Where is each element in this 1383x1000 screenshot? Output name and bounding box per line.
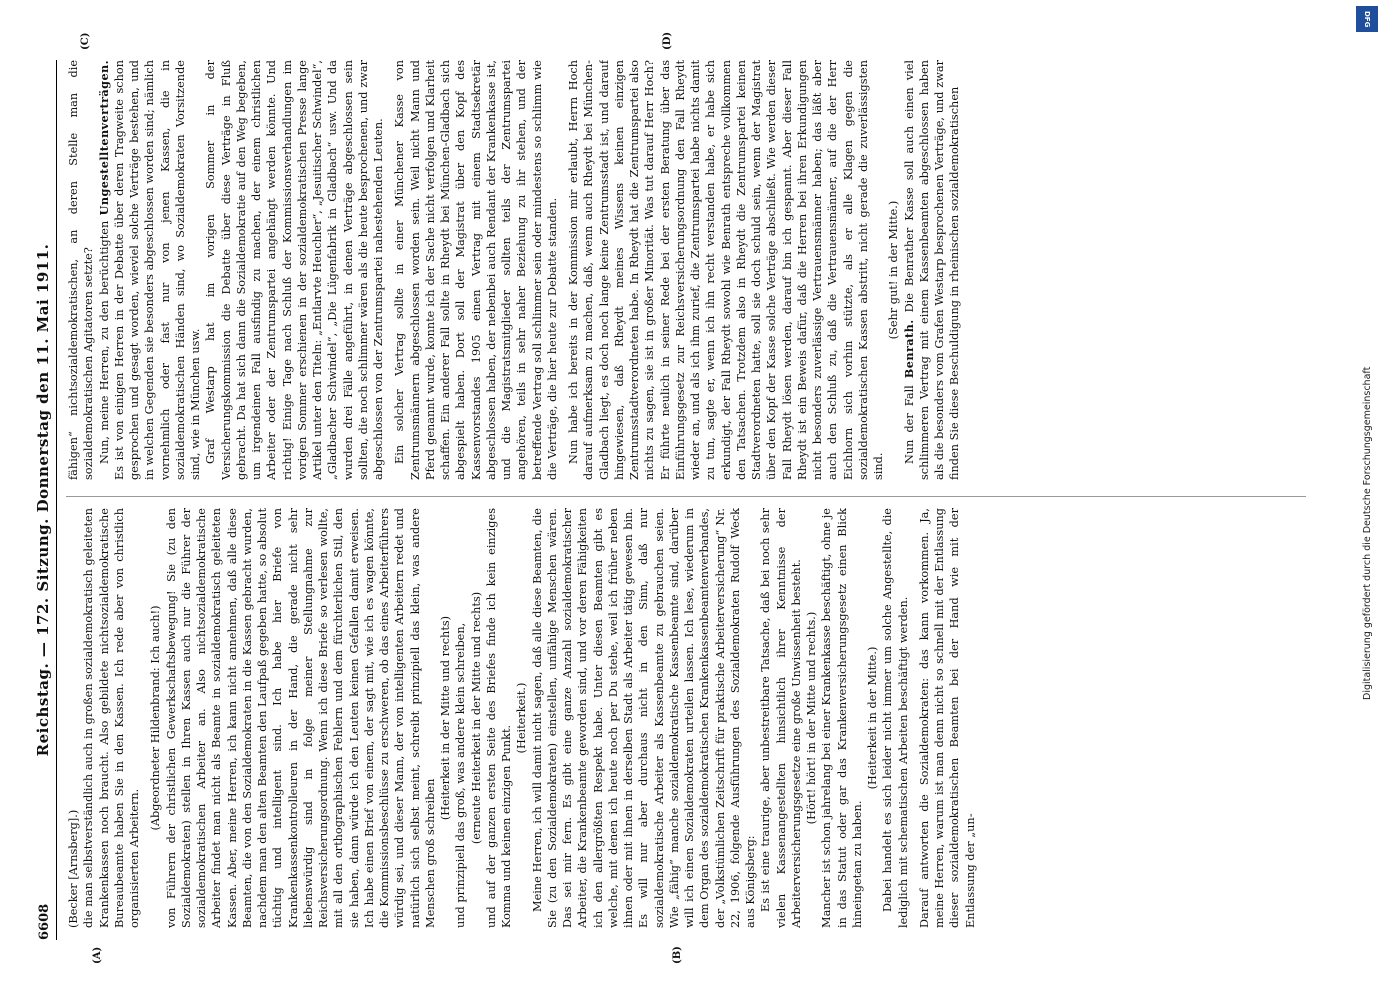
digitization-credit: Digitalisierung gefördert durch die Deutsche Forschungsgemeinschaft: [1362, 366, 1373, 700]
column-divider: [66, 496, 1306, 497]
dfg-logo: DFG: [1356, 6, 1378, 32]
paragraph: Meine Herren, ich will damit nicht sagen, daß alle diese Beamten, die Sie (zu den Sozialdemokraten) einstellen, unfähige Menschen wären. Das sei mir fern. Es gibt eine ganze Anzahl sozialdemokratischer Arbeiter, die Krankenbeamte geworden sind, und vor deren Fähigkeiten ich den allergrößten Respekt habe. Unter diesen Beamten gibt es welche, mit denen ich heute noch per Du stehe, weil ich früher neben ihnen oder mit ihnen in derselben Stadt als Arbeiter tätig gewesen bin. Es will nur aber durchaus nicht in den Sinn, daß nur sozialdemokratische Arbeiter als Kassenbeamte zu gebrauchen seien. Wie „fähig“ manche sozialdemokratische Kassenbeamte sind, darüber will ich einen Sozialdemokraten urteilen lassen. Ich lese, wiederum in dem Organ des sozialdemokratischen Krankenkassenbeamtenverbandes, der „Volkstümlichen Zeitschrift für praktische Arbeiterversicherung“ Nr. 22, 1906, folgende Ausführungen des Sozialdemokraten Rudolf Weck aus Königsberg:: [530, 508, 757, 928]
left-column: [66, 508, 1306, 928]
emphasized-term: Ungestelltenverträgen.: [96, 60, 111, 216]
page-header: [30, 60, 57, 940]
interjection: (Heiterkeit in der Mitte.): [866, 646, 879, 790]
text-run: Nun der Fall: [902, 378, 916, 464]
margin-mark-b: (B): [672, 946, 683, 964]
page-number: 6608: [37, 903, 52, 940]
text-run: Nun, meine Herren, zu den berüchtigten: [97, 215, 111, 464]
paragraph: Graf Westarp hat im vorigen Sommer in der Versicherungskommission die Debatte über diese Verträge in Fluß gebracht. Da hat sich dann die Sozialdemokratie auf den Weg begeben, um irgendeinen Fall ausfindig zu machen, der einem christlichen Arbeiter oder der Zentrumspartei angehängt werden könnte. Und richtig! Einige Tage nach Schluß der Kommissionsverhandlungen im vorigen Sommer erschienen in der sozialdemokratischen Presse lange Artikel unter den Titeln: „Entlarvte Heuchler“, „Jesuitischer Schwindel“, „Gladbacher Schwindel“, „Die Lügenfabrik in Gladbach“ usw. Und da wurden drei Fälle angeführt, in denen Verträge abgeschlossen sein sollten, die noch schlimmer wären als die heute besprochenen, und zwar abgeschlossen von der Zentrumspartei nahestehenden Leuten.: [204, 60, 385, 480]
running-head: Reichstag. — 172. Sitzung. Donnerstag den 11. Mai 1911.: [34, 243, 52, 757]
paragraph: von Führern der christlichen Gewerkschaftsbewegung! Sie (zu den Sozialdemokraten) stellen in Ihren Kassen auch nur die Führer der sozialdemokratischen Arbeiter an. Also nichtsozialdemokratische Arbeiter findet man nicht als Beamte in sozialdemokratisch geleiteten Kassen. Aber, meine Herren, ich kann nicht annehmen, daß alle diese Beamten, die von den Sozialdemokraten in die Kassen gebracht wurden, nachdem man den alten Beamten den Laufpaß gegeben hatte, so absolut tüchtig und intelligent sind. Ich habe hier Briefe von Krankenkassenkontrolleuren in der Hand, die gerade nicht sehr liebenswürdig sind in folge meiner Stellungnahme zur Reichsversicherungsordnung. Wenn ich diese Briefe so verlesen wollte, mit all den orthographischen Fehlern und dem fürchterlichen Stil, den sie haben, dann würde ich den Leuten keinen Gefallen damit erweisen. Ich habe einen Brief von einem, der sagt mit, wie ich es wagen könnte, die Kommissionsbeschlüsse zu erschweren, ob das eines Arbeiterführers würdig sei, und dieser Mann, der von intelligenten Arbeitern redet und natürlich sich selbst meint, schreibt prinzipiell das klein, was andere Menschen groß schreiben: [164, 508, 437, 928]
margin-mark-c: (C): [80, 32, 91, 50]
paragraph: und prinzipiell das groß, was andere klein schreiben,: [454, 622, 468, 928]
paragraph: [97, 60, 204, 480]
paragraph: die man selbstverständlich auch in großen sozialdemokratisch geleiteten Krankenkassen noch braucht. Also gebildete nichtsozialdemokratische Bureaubeamte haben Sie in den Kassen. Ich rede aber von christlich organisierten Arbeitern.: [82, 508, 141, 928]
text-run: Die Benrather Kasse soll auch einen viel schlimmeren Vertrag mit einem Kassenbeamten abgeschlossen haben als die besonders vom Grafen Westarp besprochenen Verträge, und zwar finden Sie diese Beschuldigung in rheinischen sozialdemokratischen: [902, 60, 962, 480]
paragraph: Ein solcher Vertrag sollte in einer Münchener Kasse von Zentrumsmännern abgeschlossen worden sein. Weil nicht Mann und Pferd genannt wurde, konnte ich der Sache nicht verfolgen und Klarheit schaffen. Ein anderer Fall sollte in Rheydt bei München-Gladbach sich abgespielt haben. Dort soll der Magistrat über den Kopf des Kassenvorstandes 1905 einen Vertrag mit einem Stadtsekretär abgeschlossen haben, der nebenbei auch Rendant der Krankenkasse ist, und die Magistratsmitglieder sollten teils der Zentrumspartei angehören, teils in sehr naher Beziehung zu ihr stehen, und der betreffende Vertrag soll schlimmer sein oder mindestens so schlimm wie die Verträge, die hier heute zur Debatte standen.: [393, 60, 559, 480]
quotation: Es ist eine traurige, aber unbestreitbare Tatsache, daß bei noch sehr vielen Kassenangestellten hinsichtlich ihrer Kenntnisse der Arbeiterversicherungsgesetze eine große Unwissenheit besteht.: [759, 508, 803, 928]
right-column: [66, 60, 1306, 480]
interjection: (Heiterkeit.): [515, 682, 529, 754]
quotation: Mancher ist schon jahrelang bei einer Krankenkasse beschäftigt, ohne je in das Statut oder gar das Krankenversicherungsgesetz einen Blick hineingetan zu haben.: [820, 508, 864, 928]
interjection: (Hört! hört! in der Mitte und rechts.): [805, 611, 818, 825]
speaker-tag: (Becker [Arnsberg].): [67, 809, 80, 928]
interjection: (erneute Heiterkeit in der Mitte und rechts): [469, 591, 483, 845]
interjection: (Abgeordneter Hildenbrand: Ich auch!): [149, 605, 163, 831]
interjection: (Sehr gut! in der Mitte.): [887, 200, 901, 340]
margin-mark-a: (A): [92, 946, 103, 964]
paragraph: fähigen“ nichtsozialdemokratischen, an deren Stelle man die sozialdemokratischen Agitatoren setzte?: [67, 60, 96, 480]
paragraph: [902, 60, 963, 480]
text-run: Es ist von einigen Herren in der Debatte über deren Tragweite schon gesprochen und gesagt worden, wieviel solche Verträge bestehen, und in welchen Gegenden sie besonders abgeschlossen worden sind; nämlich vornehmlich oder fast nur von jenen Kassen, die in sozialdemokratischen Händen sind, wo Sozialdemokraten Vorsitzende sind, wie in München usw.: [112, 60, 202, 480]
interjection: (Heiterkeit in der Mitte und rechts): [439, 615, 452, 821]
quotation: Dabei handelt es sich leider nicht immer um solche Angestellte, die lediglich mit schematischen Arbeiten beschäftigt werden.: [881, 508, 910, 928]
paragraph: Nun habe ich bereits in der Kommission mir erlaubt, Herrn Hoch darauf aufmerksam zu machen, daß, wenn auch Rheydt bei München-Gladbach liegt, es doch noch lange keine Zentrumsstadt ist, und darauf hingewiesen, daß Rheydt meines Wissens keinen einzigen Zentrumsstadtverordneten habe. In Rheydt hat die Zentrumspartei also nichts zu sagen, sie ist in großer Minorität. Was tut darauf Herr Hoch? Er führte neulich in seiner Rede bei der ersten Beratung über das Einführungsgesetz zur Reichsversicherungsordnung den Fall Rheydt wieder an, und als ich ihm zurief, die Zentrumspartei habe nichts damit zu tun, sagte er, wenn ich ihn recht verstanden habe, er habe sich erkundigt, der Fall Rheydt sowohl wie Benrath entspreche vollkommen den Tatsachen. Trotzdem also in Rheydt die Zentrumspartei keinen Stadtverordneten hatte, soll sie doch schuld sein, wenn der Magistrat über den Kopf der Kasse solche Verträge abschließt. Wie werden dieser Fall Rheydt lösen werden, darauf bin ich gespannt. Aber dieser Fall Rheydt ist ein Beweis dafür, daß die Herren bei ihren Erkundigungen nicht besonders zuverlässige Vertrauensmänner haben; das läßt aber auch den Schluß zu, daß die Vertrauensmänner, auf die der Herr Eichhorn sich vorhin stützte, als er alle Klagen gegen die sozialdemokratischen Kassen abstritt, nicht gerade die zuverlässigsten sind.: [567, 60, 885, 480]
margin-mark-d: (D): [662, 31, 673, 50]
emphasized-term: Benrath.: [901, 319, 916, 379]
paragraph: Darauf antworten die Sozialdemokraten: das kann vorkommen. Ja, meine Herren, warum ist man denn nicht so schnell mit der Entlassung dieser sozialdemokratischen Beamten bei der Hand wie mit der Entlassung der „un-: [917, 508, 977, 928]
paragraph: und auf der ganzen ersten Seite des Briefes finde ich kein einziges Komma und keinen einzigen Punkt.: [484, 508, 513, 928]
